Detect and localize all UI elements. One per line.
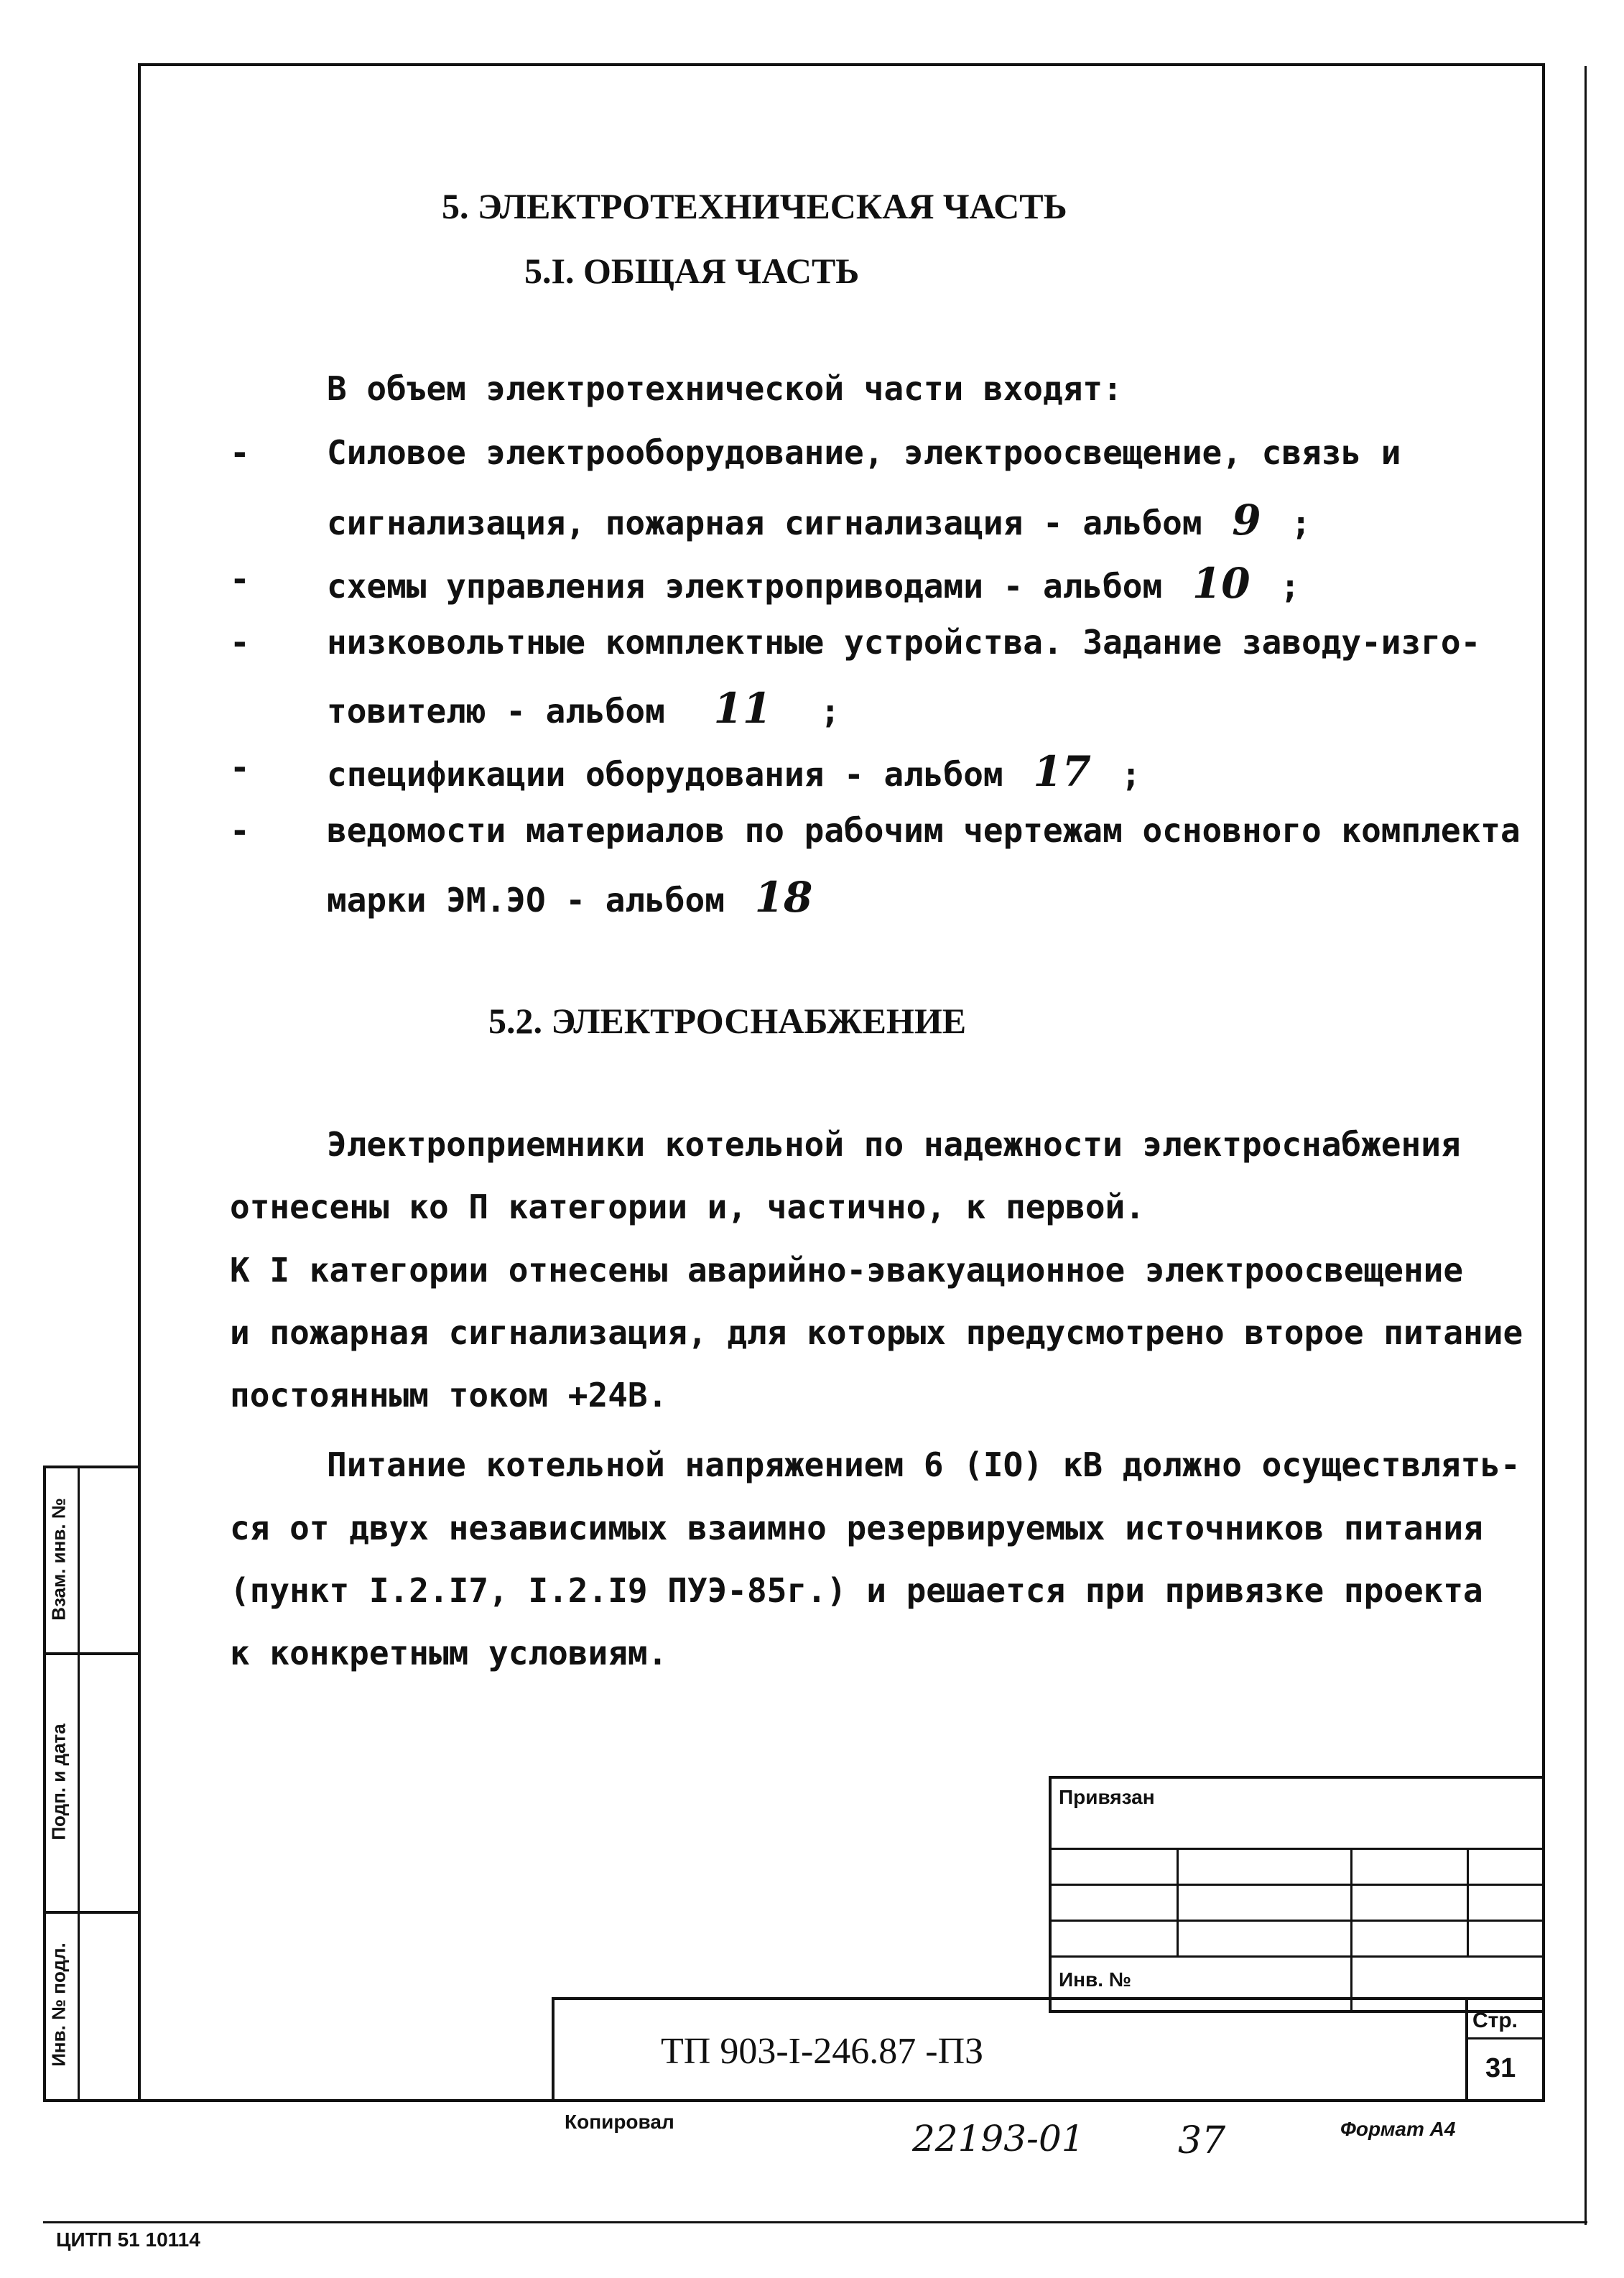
- supply-p3-l1: Питание котельной напряжением 6 (IO) кВ должно осуществлять-: [327, 1445, 1521, 1484]
- footer-copy-code: 22193-01: [912, 2118, 1085, 2159]
- supply-p3-l2: ся от двух независимых взаимно резервируемых источников питания: [230, 1509, 1483, 1547]
- frame-top: [141, 63, 1545, 66]
- stamp-line-3: [1049, 1920, 1545, 1922]
- stamp-col-3: [1467, 1848, 1469, 1955]
- stamp-col-2: [1350, 1848, 1352, 2013]
- section-5-2-title: 5.2. ЭЛЕКТРОСНАБЖЕНИЕ: [488, 1001, 967, 1041]
- stamp-line-4: [1049, 1955, 1545, 1958]
- supply-p2-l2: и пожарная сигнализация, для которых предусмотрено второе питание: [230, 1313, 1523, 1352]
- supply-p3-l4: к конкретным условиям.: [230, 1634, 668, 1672]
- semicolon: ;: [1291, 504, 1312, 542]
- supply-p1-l2: отнесены ко П категории и, частично, к первой.: [230, 1187, 1145, 1226]
- supply-p2-l1: К I категории отнесены аварийно-эвакуационное электроосвещение: [230, 1251, 1464, 1290]
- side-stamp-div2: [43, 1911, 139, 1914]
- frame-left: [138, 63, 141, 2102]
- side-label-vzam-inv: Взам. инв. №: [47, 1498, 70, 1621]
- frame-right-outer: [1584, 66, 1587, 2225]
- list-dash-3: -: [230, 623, 250, 662]
- semicolon: ;: [1120, 755, 1141, 794]
- list-item-5-line2: [327, 873, 813, 922]
- stamp-line-2: [1049, 1884, 1545, 1886]
- list-item-1-line2: [327, 496, 1312, 545]
- page-bottom-edge: [43, 2221, 1587, 2223]
- list-item-1-line1: Силовое электрооборудование, электроосвещение, связь и: [327, 433, 1401, 472]
- list-item-4-text: спецификации оборудования - альбом: [327, 755, 1003, 794]
- side-label-podp-data: Подп. и дата: [47, 1723, 70, 1841]
- section-5-title: 5. ЭЛЕКТРОТЕХНИЧЕСКАЯ ЧАСТЬ: [442, 186, 1067, 226]
- list-dash-2: -: [230, 560, 250, 598]
- stamp-line-1: [1049, 1848, 1545, 1850]
- list-item-3-line1: низковольтные комплектные устройства. Задание заводу-изго-: [327, 623, 1481, 662]
- list-item-2-text: схемы управления электроприводами - альбом: [327, 567, 1163, 606]
- stamp-doc-code: ТП 903-I-246.87 -ПЗ: [661, 2031, 984, 2072]
- footer-printer: ЦИТП 51 10114: [56, 2228, 200, 2251]
- footer-kopiroval: Копировал: [565, 2111, 674, 2133]
- stamp-page-label: Стр.: [1472, 2009, 1518, 2032]
- stamp-inv-no-label: Инв. №: [1059, 1968, 1132, 1991]
- album-number-18: 18: [754, 873, 813, 922]
- list-item-4: [327, 747, 1141, 796]
- footer-format: Формат А4: [1340, 2118, 1456, 2140]
- side-stamp-bottom: [43, 2099, 139, 2102]
- stamp-page-divider: [1465, 2037, 1545, 2039]
- list-item-3-text: товителю - альбом: [327, 692, 665, 731]
- footer-copy-num: 37: [1178, 2119, 1226, 2162]
- side-label-inv-podl: Инв. № подл.: [47, 1943, 70, 2067]
- album-number-11: 11: [713, 684, 772, 733]
- list-item-2: [327, 559, 1300, 608]
- section-5-1-title: 5.I. ОБЩАЯ ЧАСТЬ: [524, 251, 860, 291]
- supply-p1-l1: Электроприемники котельной по надежности электроснабжения: [327, 1125, 1461, 1164]
- list-item-1-text: сигнализация, пожарная сигнализация - альбом: [327, 504, 1202, 542]
- semicolon: ;: [820, 692, 840, 731]
- list-dash-4: -: [230, 748, 250, 787]
- list-dash-1: -: [230, 433, 250, 472]
- album-number-17: 17: [1033, 747, 1092, 796]
- stamp-privyazan-label: Привязан: [1059, 1786, 1155, 1808]
- side-stamp-div1: [43, 1652, 139, 1655]
- list-item-3-line2: [327, 684, 840, 733]
- supply-p2-l3: постоянным током +24В.: [230, 1376, 668, 1415]
- stamp-page-col: [1465, 1997, 1468, 2102]
- supply-p3-l3: (пункт I.2.I7, I.2.I9 ПУЭ-85г.) и решается при привязке проекта: [230, 1571, 1483, 1610]
- list-item-5-line1: ведомости материалов по рабочим чертежам основного комплекта: [327, 811, 1521, 850]
- semicolon: ;: [1280, 567, 1300, 606]
- list-dash-5: -: [230, 811, 250, 850]
- stamp-col-1: [1177, 1848, 1179, 1955]
- side-stamp-left: [43, 1466, 46, 2102]
- side-stamp-top: [43, 1466, 139, 1468]
- general-intro: В объем электротехнической части входят:: [327, 369, 1123, 408]
- side-stamp-mid: [78, 1466, 80, 2102]
- stamp-page-number: 31: [1485, 2053, 1516, 2083]
- album-number-9: 9: [1232, 496, 1261, 545]
- list-item-5-text: марки ЭМ.ЭО - альбом: [327, 881, 725, 920]
- album-number-10: 10: [1192, 559, 1251, 608]
